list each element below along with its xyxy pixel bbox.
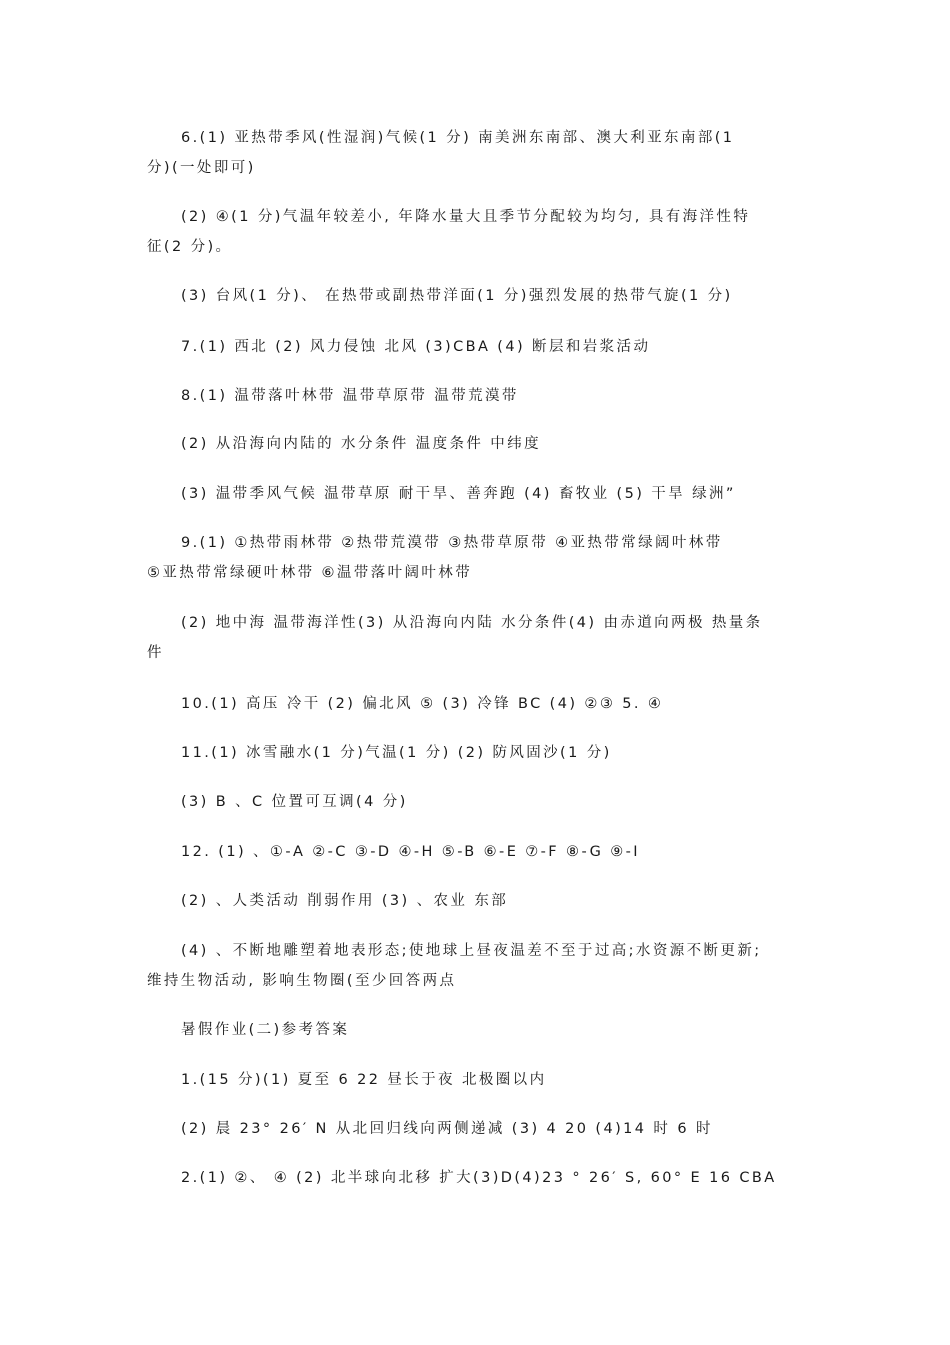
paragraph-line: 7.(1) 西北 (2) 风力侵蚀 北风 (3)CBA (4) 断层和岩浆活动 [181,339,651,355]
answer-b-2 [147,1163,807,1193]
answer-6-2 [147,202,807,262]
paragraph-line: 暑假作业(二)参考答案 [181,1022,350,1038]
answer-8-3 [147,479,807,509]
answer-12-2 [147,886,807,916]
paragraph-line: 征(2 分)。 [147,239,233,255]
paragraph-line: (2) ④(1 分)气温年较差小, 年降水量大且季节分配较为均匀, 具有海洋性特 [181,209,751,225]
answer-8-2 [147,429,807,459]
answer-8-1 [147,381,807,411]
paragraph-line: (2) 地中海 温带海洋性(3) 从沿海向内陆 水分条件(4) 由赤道向两极 热量条 [181,615,763,631]
answer-10 [147,689,807,719]
answer-12-4 [147,936,807,996]
paragraph-line: 11.(1) 冰雪融水(1 分)气温(1 分) (2) 防风固沙(1 分) [181,745,612,761]
answer-b-1-2 [147,1114,807,1144]
paragraph-line: 12. (1) 、①-A ②-C ③-D ④-H ⑤-B ⑥-E ⑦-F ⑧-G ⑨-I [181,844,640,860]
paragraph-line: 件 [147,645,164,661]
answer-11-1 [147,738,807,768]
paragraph-line: (3) B 、C 位置可互调(4 分) [181,794,408,810]
paragraph-line: 分)(一处即可) [147,160,256,176]
paragraph-line: (4) 、不断地雕塑着地表形态;使地球上昼夜温差不至于过高;水资源不断更新; [181,943,762,959]
paragraph-line: (2) 晨 23° 26′ N 从北回归线向两侧递减 (3) 4 20 (4)14 时 6 时 [181,1121,713,1137]
answer-7 [147,332,807,362]
answer-6-3 [147,281,807,311]
paragraph-line: 10.(1) 高压 冷干 (2) 偏北风 ⑤ (3) 冷锋 BC (4) ②③ 5. ④ [181,696,664,712]
answer-b-1-1 [147,1065,807,1095]
section-heading [147,1015,807,1045]
paragraph-line: 维持生物活动, 影响生物圈(至少回答两点 [147,973,457,989]
paragraph-line: (2) 、人类活动 削弱作用 (3) 、农业 东部 [181,893,509,909]
answer-9-2 [147,608,807,668]
paragraph-line: 1.(15 分)(1) 夏至 6 22 昼长于夜 北极圈以内 [181,1072,547,1088]
paragraph-line: 2.(1) ②、 ④ (2) 北半球向北移 扩大(3)D(4)23 ° 26′ S, 60° E 16 CBA [181,1170,777,1186]
paragraph-line: (3) 台风(1 分)、 在热带或副热带洋面(1 分)强烈发展的热带气旋(1 分) [181,288,733,304]
answer-12-1 [147,837,807,867]
paragraph-line: ⑤亚热带常绿硬叶林带 ⑥温带落叶阔叶林带 [147,565,473,581]
paragraph-line: 9.(1) ①热带雨林带 ②热带荒漠带 ③热带草原带 ④亚热带常绿阔叶林带 [181,535,723,551]
paragraph-line: (3) 温带季风气候 温带草原 耐干旱、善奔跑 (4) 畜牧业 (5) 干旱 绿洲” [181,486,736,502]
answer-6-1 [147,123,807,183]
paragraph-line: (2) 从沿海向内陆的 水分条件 温度条件 中纬度 [181,436,541,452]
answer-11-3 [147,787,807,817]
paragraph-line: 6.(1) 亚热带季风(性湿润)气候(1 分) 南美洲东南部、澳大利亚东南部(1 [181,130,735,146]
answer-9-1 [147,528,807,588]
paragraph-line: 8.(1) 温带落叶林带 温带草原带 温带荒漠带 [181,388,519,404]
